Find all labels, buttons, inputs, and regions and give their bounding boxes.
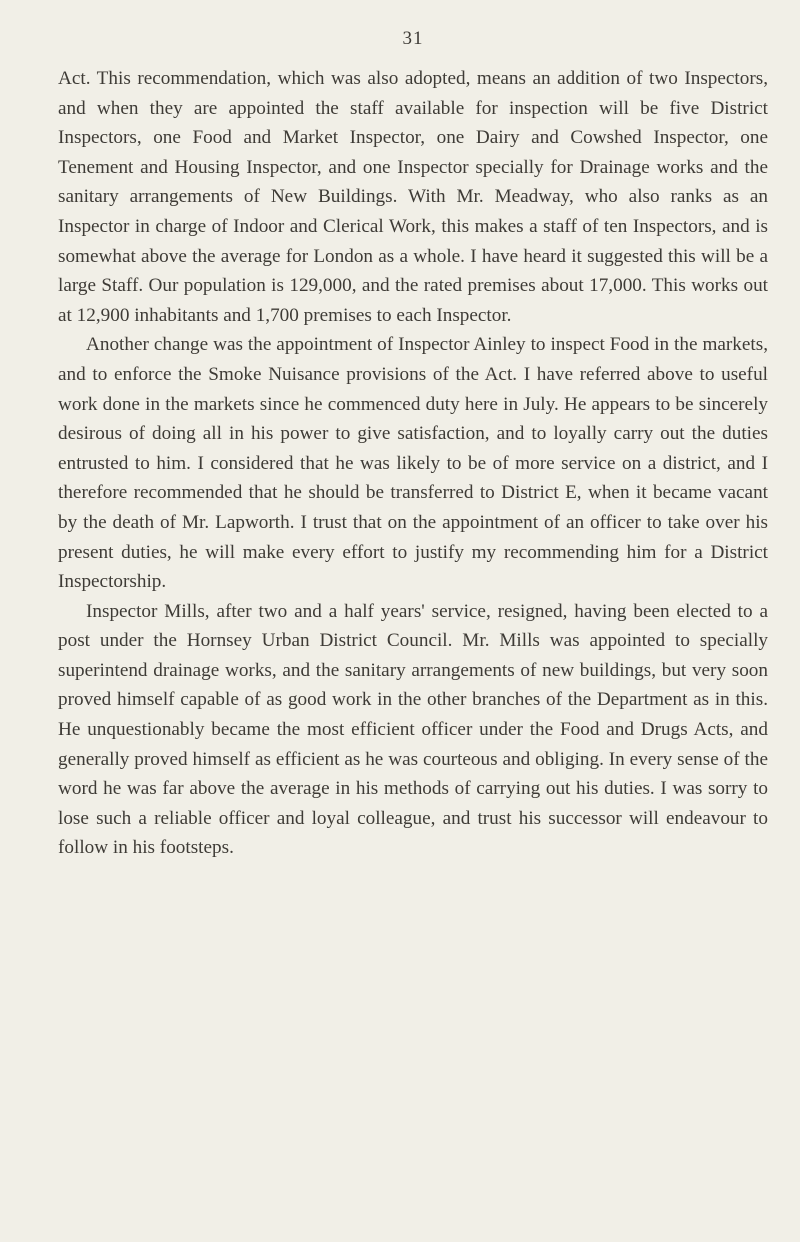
paragraph-inspector-ainley: Another change was the appointment of Inspector Ainley to inspect Food in the markets, and to enforce the Smoke Nuisance provisions of the Act. I have referred above to useful work done in the markets since he commenced duty here in July. He appears to be sincerely desirous of doing all in his power to give satisfaction, and to loyally carry out the duties entrusted to him. I considered that he was likely to be of more service on a district, and I therefore recommended that he should be transferred to District E, when it became vacant by the death of Mr. Lapworth. I trust that on the appointment of an officer to take over his present duties, he will make every effort to justify my recommending him for a District Inspectorship. [58, 334, 768, 593]
page-number: 31 [402, 28, 424, 49]
paragraph-inspector-mills: Inspector Mills, after two and a half years' service, resigned, having been elected to a post under the Hornsey Urban District Council. Mr. Mills was appointed to specially superintend drainage works, and the sanitary arrangements of new buildings, but very soon proved himself capable of as good work in the other branches of the Department as in this. He unquestionably became the most efficient officer under the Food and Drugs Acts, and generally proved himself as efficient as he was courteous and obliging. In every sense of the word he was far above the average in his methods of carrying out his duties. I was sorry to lose such a reliable officer and loyal colleague, and trust his successor will endeavour to follow in his footsteps. [58, 600, 768, 859]
paragraph-staff-inspectors: Act. This recommendation, which was also adopted, means an addition of two Inspectors, and when they are appointed the staff available for inspection will be five District Inspectors, one Food and Market Inspector, one Dairy and Cowshed Inspector, one Tenement and Housing Inspector, and one Inspector specially for Drainage works and the sanitary arrangements of New Buildings. With Mr. Meadway, who also ranks as an Inspector in charge of Indoor and Clerical Work, this makes a staff of ten Inspectors, and is somewhat above the average for London as a whole. I have heard it suggested this will be a large Staff. Our population is 129,000, and the rated premises about 17,000. This works out at 12,900 inhabitants and 1,700 premises to each Inspector. [58, 68, 768, 326]
